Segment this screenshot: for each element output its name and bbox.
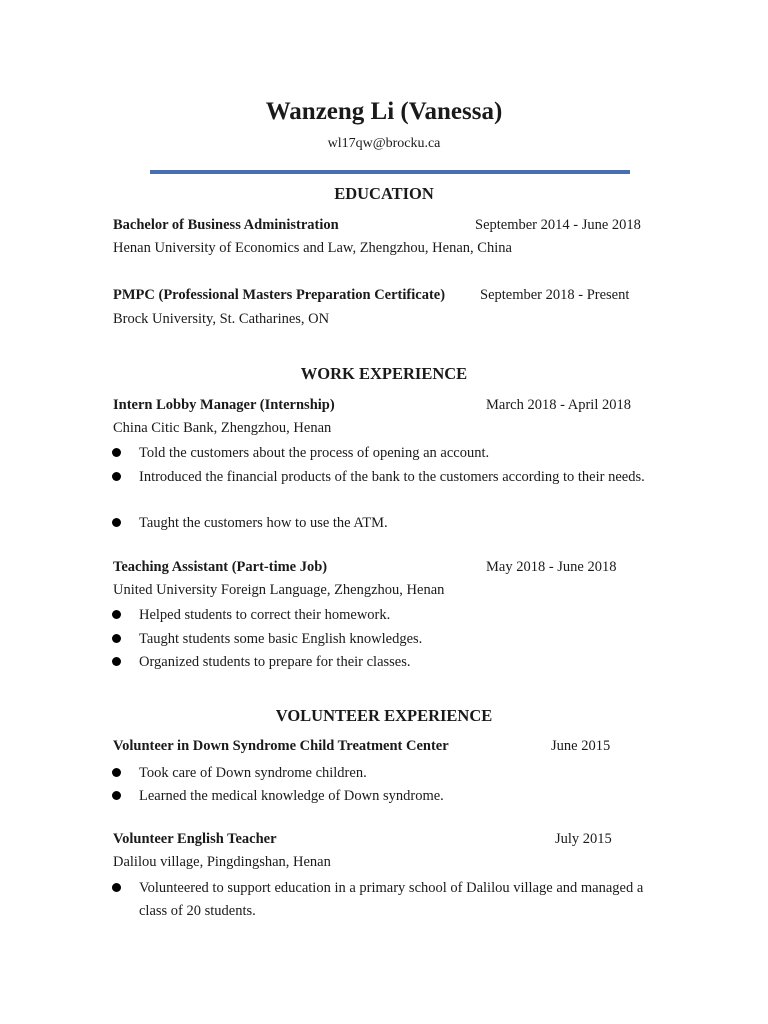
volunteer-title: Volunteer in Down Syndrome Child Treatment Center [113, 738, 449, 754]
volunteer-title: Volunteer English Teacher [113, 831, 277, 847]
job-employer: United University Foreign Language, Zhengzhou, Henan [113, 582, 445, 598]
bullet-dot-icon [112, 791, 121, 800]
bullet-item: Learned the medical knowledge of Down syndrome. [139, 785, 659, 808]
volunteer-location: Dalilou village, Pingdingshan, Henan [113, 854, 331, 870]
job-employer: China Citic Bank, Zhengzhou, Henan [113, 420, 332, 436]
bullet-item: Introduced the financial products of the bank to the customers according to their needs. [139, 466, 659, 489]
bullet-item: Taught the customers how to use the ATM. [139, 512, 659, 535]
bullet-dot-icon [112, 634, 121, 643]
bullet-item: Organized students to prepare for their classes. [139, 651, 659, 674]
education-dates: September 2018 - Present [480, 287, 630, 303]
volunteer-dates: July 2015 [555, 831, 612, 847]
section-heading-education: EDUCATION [334, 184, 434, 203]
bullet-dot-icon [112, 518, 121, 527]
bullet-dot-icon [112, 883, 121, 892]
resume-name: Wanzeng Li (Vanessa) [265, 98, 503, 125]
education-institution: Brock University, St. Catharines, ON [113, 311, 330, 327]
header-divider [150, 170, 630, 174]
bullet-item: Helped students to correct their homework. [139, 604, 659, 627]
bullet-dot-icon [112, 610, 121, 619]
bullet-dot-icon [112, 472, 121, 481]
job-dates: March 2018 - April 2018 [486, 397, 631, 413]
bullet-item: Volunteered to support education in a primary school of Dalilou village and managed a class of 20 students. [139, 877, 659, 923]
education-institution: Henan University of Economics and Law, Zhengzhou, Henan, China [113, 240, 512, 256]
bullet-dot-icon [112, 448, 121, 457]
bullet-item: Taught students some basic English knowledges. [139, 628, 659, 651]
section-heading-work: WORK EXPERIENCE [300, 364, 468, 383]
section-heading-volunteer: VOLUNTEER EXPERIENCE [275, 706, 493, 725]
education-title: Bachelor of Business Administration [113, 217, 339, 233]
job-title: Teaching Assistant (Part-time Job) [113, 559, 328, 575]
bullet-item: Took care of Down syndrome children. [139, 762, 659, 785]
contact-email: wl17qw@brocku.ca [327, 136, 441, 151]
job-title: Intern Lobby Manager (Internship) [113, 397, 335, 413]
bullet-item: Told the customers about the process of opening an account. [139, 442, 659, 465]
job-dates: May 2018 - June 2018 [486, 559, 617, 575]
education-title: PMPC (Professional Masters Preparation Certificate) [113, 287, 446, 303]
education-dates: September 2014 - June 2018 [475, 217, 641, 233]
bullet-dot-icon [112, 657, 121, 666]
bullet-dot-icon [112, 768, 121, 777]
volunteer-dates: June 2015 [551, 738, 611, 754]
